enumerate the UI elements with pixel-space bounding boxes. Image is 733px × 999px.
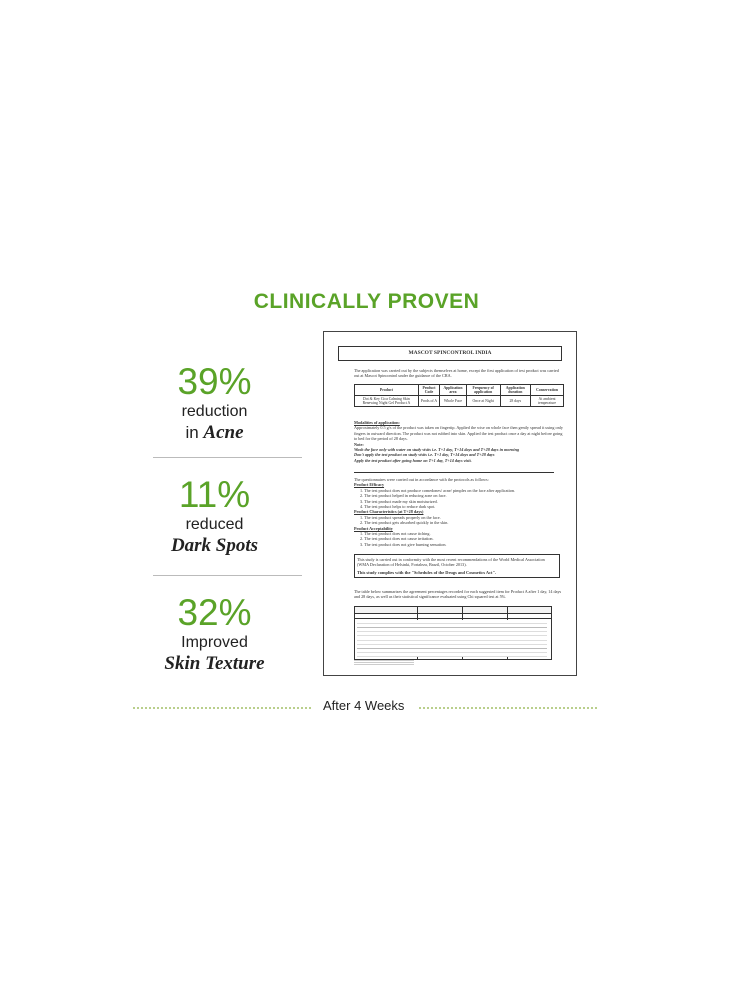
stat-emphasis: Acne (203, 422, 244, 443)
stat-percent: 11% (178, 474, 251, 515)
footer-label: After 4 Weeks (323, 698, 405, 713)
stat-divider (153, 575, 302, 576)
acceptability-item: 3. The test product does not give burning sensation. (360, 541, 447, 547)
characteristics-item: 2. The test product gets absorbed quickly in the skin. (360, 520, 449, 526)
table-cell: Whole Face (440, 396, 467, 407)
modalities-text: Approximately 0.5 g/s of the product was taken on fingertip. Applied the wise on whole face then gently spread it using only fingers in outward direction. The product was not rubbed into skin. Applied the test product once a day at night before going to bed for the period of 28 days. (354, 425, 563, 442)
stat-line1: Improved (181, 634, 248, 651)
acceptability-title: Product Acceptability (354, 525, 393, 531)
table-header: Application area (440, 385, 467, 396)
stat-line2-prefix: in (185, 423, 204, 442)
efficacy-item: 3. The test product made my skin moisturized. (360, 498, 438, 504)
results-table (354, 606, 552, 660)
table-cell: At ambient temperature (531, 396, 564, 407)
stat-line2 (153, 422, 276, 443)
stat-divider (153, 457, 302, 458)
document-divider (354, 472, 554, 473)
acceptability-item: 2. The test product does not cause irritation. (360, 536, 434, 542)
acceptability-item: 1. The test product does not cause itching. (360, 531, 431, 537)
characteristics-title: Product Characteristics (at T+28 days) (354, 509, 424, 515)
compliance-text: This study is carried out in conformity with the most recent recommendations of the World Medical Association (WMA Declaration of Helsinki, Fortaleza, Brazil, October 2013). (357, 557, 545, 568)
note-line: Wash the face only with water on study visits i.e. T+1 day, T+14 days and T+28 days in morning (354, 447, 520, 453)
clinical-report-document (323, 331, 577, 676)
table-cell: 28 days (500, 396, 531, 407)
stat-percent: 32% (177, 592, 252, 633)
stat-line1: reduction (181, 403, 248, 420)
modalities-title: Modalities of application: (354, 420, 400, 425)
application-table (354, 384, 564, 407)
stat-line2 (153, 535, 276, 556)
efficacy-title: Product Efficacy (354, 482, 385, 488)
stat-percent: 39% (177, 361, 252, 402)
dotted-line-left (133, 707, 311, 709)
table-footnotes (354, 660, 414, 666)
compliance-box (354, 554, 560, 578)
dotted-line-right (419, 707, 597, 709)
stat-emphasis: Skin Texture (164, 653, 265, 674)
table-cell: Prods of A (418, 396, 439, 407)
modalities-section (354, 420, 564, 463)
note-title: Note: (354, 441, 364, 447)
efficacy-item: 1. The test product does not produce comedones/ acne/ pimples on the face after application. (360, 487, 516, 493)
table-header: Product Code (418, 385, 439, 396)
note-line: Apply the test product after going home on T+1 day, T+14 days visit. (354, 457, 472, 463)
note-line: Don't apply the test product on study visits i.e. T+1 day, T+14 days and T+28 days (354, 452, 495, 458)
table-header: Product (355, 385, 419, 396)
stat-line2 (153, 653, 276, 674)
after-four-weeks-footer (0, 697, 733, 717)
stat-line1: reduced (185, 516, 244, 533)
stat-emphasis: Dark Spots (170, 535, 259, 556)
table-row (355, 396, 564, 407)
schedules-text: This study complies with the "Schedules of the Drugs and Cosmetics Act". (357, 569, 497, 575)
results-table-rows (357, 620, 547, 657)
efficacy-item: 2. The test product helped in reducing acne on face. (360, 493, 447, 499)
characteristics-item: 1. The test product spreads properly on the face. (360, 514, 441, 520)
table-header: Frequency of application (466, 385, 500, 396)
table-header: Conservation (531, 385, 564, 396)
questionnaire-intro: The questionnaires were carried out in accordance with the protocols as follows: (354, 477, 489, 482)
stat-acne (153, 362, 276, 443)
table-header-row (355, 385, 564, 396)
stat-skin-texture (153, 593, 276, 674)
questionnaire-section (354, 477, 564, 547)
clinically-proven-heading: CLINICALLY PROVEN (253, 290, 480, 313)
table-cell: Dot & Key Cica Calming Skin Renewing Night Gel Product A (355, 396, 419, 407)
efficacy-item: 4. The test product helps to reduce dark spot. (360, 504, 436, 510)
summary-text: The table below summarizes the agreement percentages recorded for each suggested item for Product A after 1 day, 14 days and 28 days, as well as their statistical significance evaluated using Chi squared test at 5%. (354, 589, 562, 600)
document-intro: The application was carried out by the subjects themselves at home, except the first application of test product was carried out at Mascot Spincontrol under the guidance of the CRA. (354, 368, 559, 379)
stat-dark-spots (153, 475, 276, 556)
table-cell: Once at Night (466, 396, 500, 407)
results-table-subheader (355, 613, 551, 619)
table-header: Application duration (500, 385, 531, 396)
document-title: MASCOT SPINCONTROL INDIA (338, 346, 562, 361)
